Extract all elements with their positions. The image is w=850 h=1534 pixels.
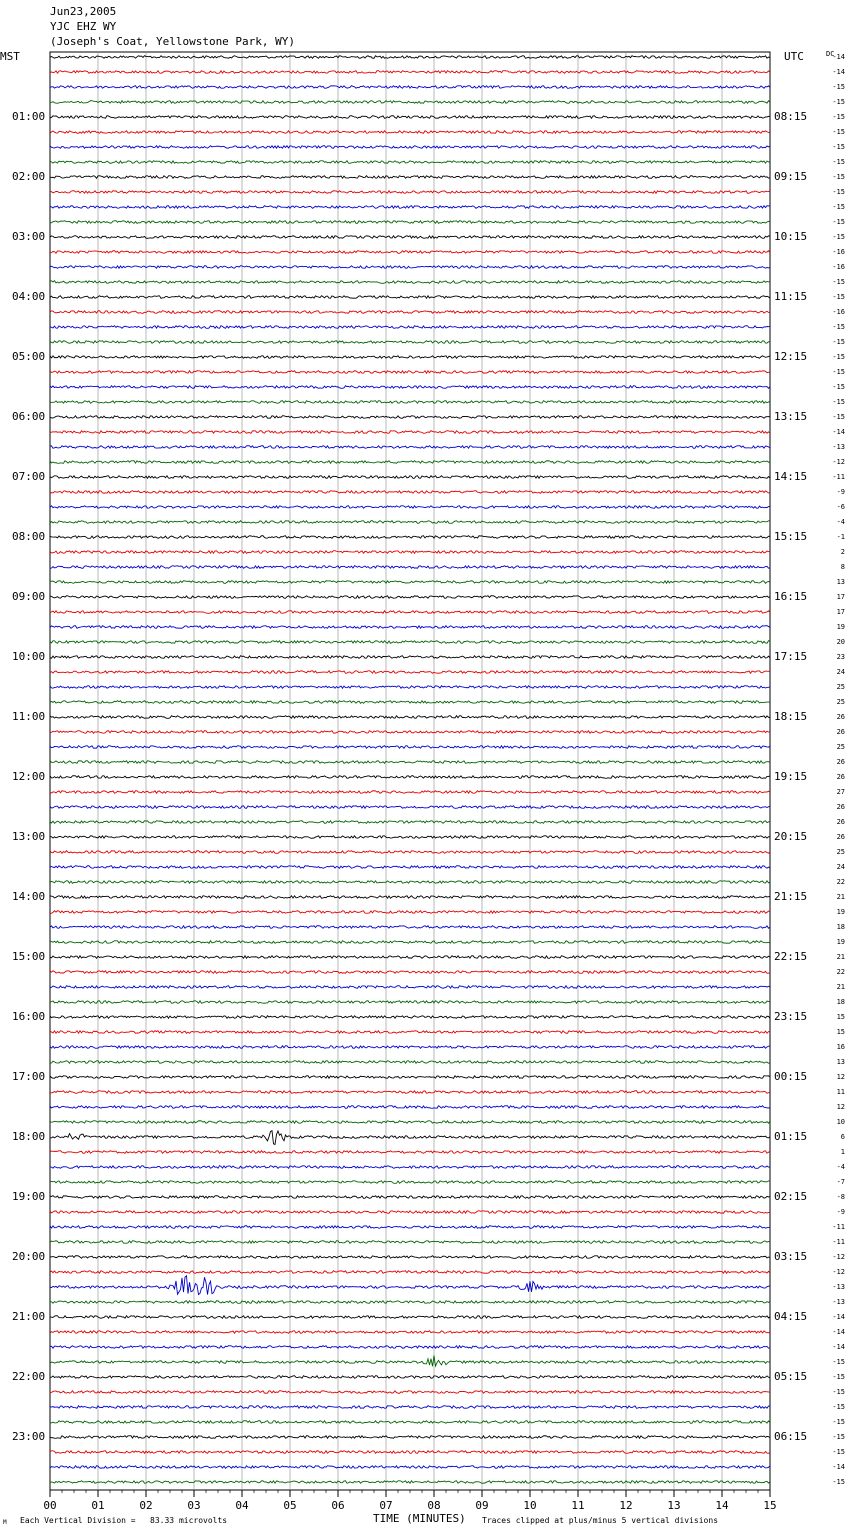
trace-line xyxy=(50,956,770,959)
trace-line xyxy=(50,746,770,749)
dc-offset-value: 10 xyxy=(836,1118,845,1126)
x-tick-label: 15 xyxy=(763,1499,777,1512)
trace-line xyxy=(50,1316,770,1319)
trace-line xyxy=(50,791,770,794)
dc-offset-value: -15 xyxy=(832,233,845,241)
dc-offset-value: -13 xyxy=(832,1298,845,1306)
dc-offset-value: 21 xyxy=(836,893,845,901)
trace-line xyxy=(50,296,770,299)
right-hour-label: 02:15 xyxy=(774,1190,808,1203)
trace-line xyxy=(50,701,770,704)
dc-offset-value: 1 xyxy=(840,1148,845,1156)
dc-offset-value: -6 xyxy=(836,503,845,511)
trace-line xyxy=(50,221,770,224)
trace-line xyxy=(50,506,770,509)
dc-offset-value: -15 xyxy=(832,398,845,406)
trace-line xyxy=(50,866,770,869)
left-hour-label: 09:00 xyxy=(12,590,46,603)
dc-offset-value: 22 xyxy=(836,878,845,886)
trace-line xyxy=(50,1451,770,1454)
trace-line xyxy=(50,671,770,674)
trace-line xyxy=(50,1355,770,1366)
dc-offset-value: -15 xyxy=(832,218,845,226)
trace-line xyxy=(50,281,770,284)
trace-line xyxy=(50,1076,770,1079)
right-hour-label: 17:15 xyxy=(774,650,808,663)
x-tick-label: 05 xyxy=(283,1499,297,1512)
right-hour-label: 21:15 xyxy=(774,890,808,903)
trace-line xyxy=(50,131,770,134)
dc-offset-value: -12 xyxy=(832,1253,845,1261)
dc-offset-value: -15 xyxy=(832,173,845,181)
x-tick-label: 10 xyxy=(523,1499,537,1512)
left-hour-label: 19:00 xyxy=(12,1190,46,1203)
trace-line xyxy=(50,416,770,419)
right-hour-label: 18:15 xyxy=(774,710,808,723)
dc-offset-value: 12 xyxy=(836,1103,845,1111)
left-hour-label: 08:00 xyxy=(12,530,46,543)
dc-offset-value: -15 xyxy=(832,188,845,196)
right-hour-label: 03:15 xyxy=(774,1250,808,1263)
trace-line xyxy=(50,596,770,599)
trace-line xyxy=(50,521,770,524)
dc-offset-value: -9 xyxy=(836,488,845,496)
trace-line xyxy=(50,896,770,899)
left-hour-label: 22:00 xyxy=(12,1370,46,1383)
dc-offset-value: 21 xyxy=(836,983,845,991)
station-code: YJC EHZ WY xyxy=(50,20,117,33)
x-tick-label: 06 xyxy=(331,1499,345,1512)
trace-line xyxy=(50,926,770,929)
trace-line xyxy=(50,236,770,239)
left-hour-label: 15:00 xyxy=(12,950,46,963)
trace-line xyxy=(50,941,770,944)
dc-offset-value: 18 xyxy=(836,923,845,931)
dc-offset-value: -15 xyxy=(832,1418,845,1426)
dc-offset-value: -15 xyxy=(832,1403,845,1411)
x-tick-label: 03 xyxy=(187,1499,201,1512)
trace-line xyxy=(50,176,770,179)
dc-offset-value: -12 xyxy=(832,458,845,466)
right-hour-label: 23:15 xyxy=(774,1010,808,1023)
dc-offset-value: 6 xyxy=(840,1133,845,1141)
trace-line xyxy=(50,266,770,269)
trace-line xyxy=(50,191,770,194)
dc-offset-value: 26 xyxy=(836,713,845,721)
vertical-scale-note: Each Vertical Division = 83.33 microvolts xyxy=(20,1516,228,1525)
trace-line xyxy=(50,806,770,809)
dc-offset-value: -11 xyxy=(832,473,845,481)
dc-offset-value: -15 xyxy=(832,1358,845,1366)
left-hour-label: 02:00 xyxy=(12,170,46,183)
dc-offset-value: 11 xyxy=(836,1088,845,1096)
trace-line xyxy=(50,1276,770,1295)
left-hour-label: 10:00 xyxy=(12,650,46,663)
right-hour-label: 22:15 xyxy=(774,950,808,963)
right-hour-label: 20:15 xyxy=(774,830,808,843)
dc-offset-value: 15 xyxy=(836,1028,845,1036)
left-hour-label: 13:00 xyxy=(12,830,46,843)
x-tick-label: 08 xyxy=(427,1499,441,1512)
dc-offset-value: 19 xyxy=(836,938,845,946)
dc-offset-value: 26 xyxy=(836,758,845,766)
dc-offset-value: -15 xyxy=(832,293,845,301)
dc-offset-value: 25 xyxy=(836,683,845,691)
left-hour-label: 12:00 xyxy=(12,770,46,783)
x-tick-label: 13 xyxy=(667,1499,681,1512)
trace-line xyxy=(50,1271,770,1274)
dc-offset-value: -9 xyxy=(836,1208,845,1216)
trace-line xyxy=(50,1241,770,1244)
dc-offset-value: -14 xyxy=(832,428,845,436)
trace-line xyxy=(50,641,770,644)
left-hour-label: 04:00 xyxy=(12,290,46,303)
x-tick-label: 02 xyxy=(139,1499,153,1512)
dc-offset-value: 15 xyxy=(836,1013,845,1021)
dc-offset-value: 26 xyxy=(836,728,845,736)
dc-offset-value: -15 xyxy=(832,113,845,121)
station-location: (Joseph's Coat, Yellowstone Park, WY) xyxy=(50,35,296,48)
trace-line xyxy=(50,1436,770,1439)
trace-line xyxy=(50,1346,770,1349)
dc-offset-value: -14 xyxy=(832,1463,845,1471)
trace-line xyxy=(50,1331,770,1334)
trace-line xyxy=(50,1016,770,1019)
trace-line xyxy=(50,1046,770,1049)
dc-offset-value: -15 xyxy=(832,158,845,166)
left-hour-label: 01:00 xyxy=(12,110,46,123)
dc-offset-value: -15 xyxy=(832,83,845,91)
dc-offset-value: 13 xyxy=(836,578,845,586)
left-hour-label: 23:00 xyxy=(12,1430,46,1443)
right-hour-label: 00:15 xyxy=(774,1070,808,1083)
trace-line xyxy=(50,551,770,554)
left-hour-label: 17:00 xyxy=(12,1070,46,1083)
dc-offset-value: 19 xyxy=(836,908,845,916)
dc-offset-value: -15 xyxy=(832,1448,845,1456)
left-timezone-label: MST xyxy=(0,50,20,63)
right-hour-label: 05:15 xyxy=(774,1370,808,1383)
left-hour-label: 05:00 xyxy=(12,350,46,363)
trace-line xyxy=(50,311,770,314)
right-hour-label: 12:15 xyxy=(774,350,808,363)
trace-line xyxy=(50,1106,770,1109)
trace-line xyxy=(50,206,770,209)
dc-offset-value: -1 xyxy=(836,533,845,541)
dc-offset-value: 17 xyxy=(836,593,845,601)
dc-offset-value: -16 xyxy=(832,248,845,256)
dc-offset-value: 2 xyxy=(840,548,845,556)
x-tick-label: 04 xyxy=(235,1499,249,1512)
trace-line xyxy=(50,86,770,89)
trace-line xyxy=(50,71,770,74)
dc-offset-value: 22 xyxy=(836,968,845,976)
dc-offset-value: -12 xyxy=(832,1268,845,1276)
trace-line xyxy=(50,1121,770,1124)
right-hour-label: 19:15 xyxy=(774,770,808,783)
trace-line xyxy=(50,251,770,254)
dc-offset-value: -15 xyxy=(832,1478,845,1486)
right-hour-label: 11:15 xyxy=(774,290,808,303)
dc-offset-value: 17 xyxy=(836,608,845,616)
dc-offset-value: 23 xyxy=(836,653,845,661)
dc-offset-value: -14 xyxy=(832,53,845,61)
trace-line xyxy=(50,461,770,464)
dc-offset-value: -15 xyxy=(832,368,845,376)
trace-line xyxy=(50,101,770,104)
trace-line xyxy=(50,1406,770,1409)
trace-line xyxy=(50,761,770,764)
dc-offset-value: 25 xyxy=(836,698,845,706)
trace-line xyxy=(50,341,770,344)
dc-offset-value: -4 xyxy=(836,518,845,526)
chart-date: Jun23,2005 xyxy=(50,5,117,18)
x-tick-label: 12 xyxy=(619,1499,633,1512)
left-hour-label: 14:00 xyxy=(12,890,46,903)
left-hour-label: 16:00 xyxy=(12,1010,46,1023)
dc-offset-value: 13 xyxy=(836,1058,845,1066)
trace-line xyxy=(50,1091,770,1094)
trace-line xyxy=(50,731,770,734)
right-hour-label: 08:15 xyxy=(774,110,808,123)
x-tick-label: 00 xyxy=(43,1499,57,1512)
dc-offset-value: -8 xyxy=(836,1193,845,1201)
trace-line xyxy=(50,371,770,374)
right-hour-label: 13:15 xyxy=(774,410,808,423)
dc-offset-value: -14 xyxy=(832,68,845,76)
dc-offset-value: -15 xyxy=(832,1433,845,1441)
dc-offset-value: -13 xyxy=(832,1283,845,1291)
right-hour-label: 01:15 xyxy=(774,1130,808,1143)
trace-line xyxy=(50,56,770,59)
dc-offset-value: 24 xyxy=(836,668,845,676)
right-hour-label: 04:15 xyxy=(774,1310,808,1323)
dc-offset-value: -11 xyxy=(832,1238,845,1246)
trace-line xyxy=(50,1301,770,1304)
trace-line xyxy=(50,1376,770,1379)
trace-line xyxy=(50,971,770,974)
trace-line xyxy=(50,326,770,329)
trace-line xyxy=(50,1196,770,1199)
dc-offset-value: -15 xyxy=(832,353,845,361)
right-hour-label: 15:15 xyxy=(774,530,808,543)
dc-offset-value: 25 xyxy=(836,743,845,751)
trace-line xyxy=(50,581,770,584)
trace-line xyxy=(50,821,770,824)
dc-offset-value: -15 xyxy=(832,98,845,106)
left-hour-label: 07:00 xyxy=(12,470,46,483)
dc-offset-value: -16 xyxy=(832,308,845,316)
right-hour-label: 16:15 xyxy=(774,590,808,603)
x-tick-label: 07 xyxy=(379,1499,393,1512)
dc-offset-value: 8 xyxy=(840,563,845,571)
trace-line xyxy=(50,431,770,434)
trace-line xyxy=(50,1211,770,1214)
dc-offset-value: 24 xyxy=(836,863,845,871)
trace-line xyxy=(50,1181,770,1184)
left-hour-label: 20:00 xyxy=(12,1250,46,1263)
dc-offset-value: -15 xyxy=(832,143,845,151)
trace-line xyxy=(50,1001,770,1004)
dc-offset-value: -15 xyxy=(832,1388,845,1396)
trace-line xyxy=(50,1031,770,1034)
trace-line xyxy=(50,146,770,149)
left-hour-label: 03:00 xyxy=(12,230,46,243)
trace-line xyxy=(50,536,770,539)
trace-line xyxy=(50,1421,770,1424)
trace-line xyxy=(50,1391,770,1394)
dc-offset-value: -15 xyxy=(832,383,845,391)
trace-line xyxy=(50,836,770,839)
trace-line xyxy=(50,356,770,359)
dc-offset-value: -15 xyxy=(832,203,845,211)
dc-offset-value: -15 xyxy=(832,413,845,421)
dc-offset-value: -11 xyxy=(832,1223,845,1231)
trace-line xyxy=(50,386,770,389)
x-tick-label: 01 xyxy=(91,1499,105,1512)
dc-offset-value: -14 xyxy=(832,1343,845,1351)
right-hour-label: 06:15 xyxy=(774,1430,808,1443)
right-hour-label: 10:15 xyxy=(774,230,808,243)
dc-offset-value: -15 xyxy=(832,278,845,286)
trace-line xyxy=(50,1166,770,1169)
trace-line xyxy=(50,851,770,854)
trace-line xyxy=(50,116,770,119)
dc-offset-value: 19 xyxy=(836,623,845,631)
left-hour-label: 21:00 xyxy=(12,1310,46,1323)
dc-offset-value: 26 xyxy=(836,833,845,841)
dc-offset-value: 26 xyxy=(836,803,845,811)
right-hour-label: 14:15 xyxy=(774,470,808,483)
trace-line xyxy=(50,491,770,494)
dc-offset-value: 18 xyxy=(836,998,845,1006)
dc-offset-value: 26 xyxy=(836,818,845,826)
dc-offset-value: -4 xyxy=(836,1163,845,1171)
dc-offset-value: -16 xyxy=(832,263,845,271)
dc-offset-value: -13 xyxy=(832,443,845,451)
dc-offset-value: -14 xyxy=(832,1328,845,1336)
dc-offset-value: 26 xyxy=(836,773,845,781)
dc-offset-value: -15 xyxy=(832,323,845,331)
clip-note: Traces clipped at plus/minus 5 vertical divisions xyxy=(482,1516,719,1525)
trace-line xyxy=(50,656,770,659)
x-tick-label: 09 xyxy=(475,1499,489,1512)
trace-line xyxy=(50,1061,770,1064)
x-tick-label: 11 xyxy=(571,1499,585,1512)
dc-offset-value: 16 xyxy=(836,1043,845,1051)
trace-line xyxy=(50,1466,770,1469)
trace-line xyxy=(50,611,770,614)
trace-line xyxy=(50,566,770,569)
right-hour-label: 09:15 xyxy=(774,170,808,183)
dc-offset-value: 25 xyxy=(836,848,845,856)
trace-line xyxy=(50,911,770,914)
dc-offset-value: 21 xyxy=(836,953,845,961)
scale-mark: M xyxy=(3,1519,7,1526)
trace-line xyxy=(50,476,770,479)
dc-offset-value: 20 xyxy=(836,638,845,646)
x-tick-label: 14 xyxy=(715,1499,729,1512)
trace-line xyxy=(50,446,770,449)
trace-line xyxy=(50,881,770,884)
trace-line xyxy=(50,686,770,689)
dc-offset-value: 12 xyxy=(836,1073,845,1081)
dc-offset-header: DC xyxy=(826,50,835,58)
left-hour-label: 18:00 xyxy=(12,1130,46,1143)
trace-line xyxy=(50,1481,770,1484)
x-axis-title: TIME (MINUTES) xyxy=(373,1512,466,1525)
dc-offset-value: -15 xyxy=(832,1373,845,1381)
trace-line xyxy=(50,1256,770,1259)
dc-offset-value: -15 xyxy=(832,338,845,346)
dc-offset-value: -15 xyxy=(832,128,845,136)
trace-line xyxy=(50,1226,770,1229)
dc-offset-value: -14 xyxy=(832,1313,845,1321)
trace-line xyxy=(50,986,770,989)
trace-line xyxy=(50,401,770,404)
trace-line xyxy=(50,776,770,779)
trace-line xyxy=(50,1131,770,1145)
left-hour-label: 11:00 xyxy=(12,710,46,723)
left-hour-label: 06:00 xyxy=(12,410,46,423)
dc-offset-value: 27 xyxy=(836,788,845,796)
trace-line xyxy=(50,161,770,164)
trace-line xyxy=(50,716,770,719)
dc-offset-value: -7 xyxy=(836,1178,845,1186)
right-timezone-label: UTC xyxy=(784,50,804,63)
trace-line xyxy=(50,1151,770,1154)
trace-line xyxy=(50,626,770,629)
